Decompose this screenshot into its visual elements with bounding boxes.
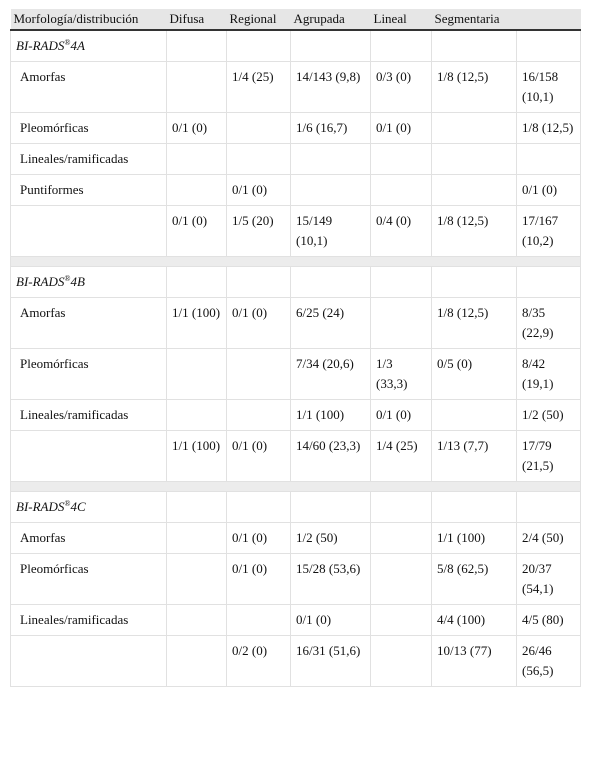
header-row xyxy=(11,9,581,30)
cell-segmental: 4/4 (100) xyxy=(432,605,517,636)
cell-regional xyxy=(227,113,291,144)
section-title-category: 4B xyxy=(70,274,85,289)
empty-cell xyxy=(291,492,371,523)
cell-total: 8/42 (19,1) xyxy=(517,349,581,400)
section-spacer xyxy=(11,482,581,492)
header-diffuse: Difusa xyxy=(167,9,227,30)
cell-segmental: 1/8 (12,5) xyxy=(432,62,517,113)
cell-diffuse xyxy=(167,144,227,175)
cell-linear xyxy=(371,144,432,175)
cell-morphology: Lineales/ramificadas xyxy=(11,400,167,431)
empty-cell xyxy=(517,30,581,62)
cell-regional: 0/2 (0) xyxy=(227,636,291,687)
empty-cell xyxy=(517,267,581,298)
cell-morphology: Pleomórficas xyxy=(11,113,167,144)
empty-cell xyxy=(227,492,291,523)
cell-total: 20/37 (54,1) xyxy=(517,554,581,605)
header-morphology: Morfología/distribución xyxy=(11,9,167,30)
header-linear: Lineal xyxy=(371,9,432,30)
results-table xyxy=(10,9,581,687)
cell-regional xyxy=(227,144,291,175)
cell-linear xyxy=(371,298,432,349)
cell-diffuse xyxy=(167,523,227,554)
cell-grouped: 1/2 (50) xyxy=(291,523,371,554)
cell-total: 4/5 (80) xyxy=(517,605,581,636)
section-title-category: 4C xyxy=(70,499,86,514)
empty-cell xyxy=(167,267,227,298)
empty-cell xyxy=(371,267,432,298)
table-row xyxy=(11,636,581,687)
cell-linear: 0/4 (0) xyxy=(371,206,432,257)
cell-linear xyxy=(371,554,432,605)
cell-diffuse: 0/1 (0) xyxy=(167,113,227,144)
cell-segmental xyxy=(432,400,517,431)
cell-segmental: 1/8 (12,5) xyxy=(432,206,517,257)
table-row xyxy=(11,523,581,554)
section-title xyxy=(11,30,167,62)
cell-grouped: 7/34 (20,6) xyxy=(291,349,371,400)
empty-cell xyxy=(432,492,517,523)
cell-linear: 0/1 (0) xyxy=(371,400,432,431)
cell-grouped: 1/1 (100) xyxy=(291,400,371,431)
table-row xyxy=(11,605,581,636)
empty-cell xyxy=(227,30,291,62)
table-row xyxy=(11,144,581,175)
table-row xyxy=(11,431,581,482)
cell-morphology: Lineales/ramificadas xyxy=(11,144,167,175)
registered-mark: ® xyxy=(64,274,71,283)
cell-total: 0/1 (0) xyxy=(517,175,581,206)
cell-linear: 1/3 (33,3) xyxy=(371,349,432,400)
cell-morphology: Pleomórficas xyxy=(11,349,167,400)
cell-linear: 1/4 (25) xyxy=(371,431,432,482)
cell-total: 16/158 (10,1) xyxy=(517,62,581,113)
cell-diffuse xyxy=(167,175,227,206)
cell-regional xyxy=(227,349,291,400)
section-title xyxy=(11,267,167,298)
empty-cell xyxy=(371,30,432,62)
table-row xyxy=(11,349,581,400)
header-total xyxy=(517,9,581,30)
cell-segmental xyxy=(432,144,517,175)
cell-linear: 0/1 (0) xyxy=(371,113,432,144)
cell-regional: 0/1 (0) xyxy=(227,431,291,482)
registered-mark: ® xyxy=(64,499,71,508)
cell-total: 2/4 (50) xyxy=(517,523,581,554)
cell-grouped: 14/143 (9,8) xyxy=(291,62,371,113)
section-title-main: BI-RADS xyxy=(16,499,65,514)
cell-regional: 0/1 (0) xyxy=(227,523,291,554)
table-row xyxy=(11,175,581,206)
cell-segmental xyxy=(432,175,517,206)
empty-cell xyxy=(432,267,517,298)
cell-grouped: 1/6 (16,7) xyxy=(291,113,371,144)
cell-segmental: 5/8 (62,5) xyxy=(432,554,517,605)
cell-segmental: 0/5 (0) xyxy=(432,349,517,400)
cell-diffuse: 0/1 (0) xyxy=(167,206,227,257)
cell-total: 1/8 (12,5) xyxy=(517,113,581,144)
cell-grouped: 15/149 (10,1) xyxy=(291,206,371,257)
cell-segmental: 10/13 (77) xyxy=(432,636,517,687)
table-row xyxy=(11,206,581,257)
cell-total: 1/2 (50) xyxy=(517,400,581,431)
section-header-row xyxy=(11,492,581,523)
cell-diffuse xyxy=(167,349,227,400)
section-title-main: BI-RADS xyxy=(16,38,65,53)
cell-total: 17/167 (10,2) xyxy=(517,206,581,257)
spacer-cell xyxy=(11,482,581,492)
cell-segmental: 1/8 (12,5) xyxy=(432,298,517,349)
section-spacer xyxy=(11,257,581,267)
cell-regional: 0/1 (0) xyxy=(227,175,291,206)
cell-morphology: Amorfas xyxy=(11,298,167,349)
cell-segmental: 1/1 (100) xyxy=(432,523,517,554)
cell-diffuse xyxy=(167,400,227,431)
cell-total: 17/79 (21,5) xyxy=(517,431,581,482)
cell-morphology: Amorfas xyxy=(11,62,167,113)
cell-linear xyxy=(371,636,432,687)
cell-regional: 1/4 (25) xyxy=(227,62,291,113)
cell-morphology: Lineales/ramificadas xyxy=(11,605,167,636)
cell-regional: 1/5 (20) xyxy=(227,206,291,257)
empty-cell xyxy=(167,492,227,523)
spacer-cell xyxy=(11,257,581,267)
empty-cell xyxy=(432,30,517,62)
registered-mark: ® xyxy=(64,38,71,47)
header-grouped: Agrupada xyxy=(291,9,371,30)
cell-diffuse xyxy=(167,62,227,113)
table-row xyxy=(11,554,581,605)
empty-cell xyxy=(371,492,432,523)
cell-grouped: 16/31 (51,6) xyxy=(291,636,371,687)
cell-regional xyxy=(227,605,291,636)
cell-linear: 0/3 (0) xyxy=(371,62,432,113)
cell-diffuse xyxy=(167,554,227,605)
cell-grouped: 0/1 (0) xyxy=(291,605,371,636)
section-header-row xyxy=(11,267,581,298)
cell-segmental: 1/13 (7,7) xyxy=(432,431,517,482)
cell-morphology xyxy=(11,636,167,687)
cell-diffuse xyxy=(167,636,227,687)
section-title-category: 4A xyxy=(70,38,85,53)
table-row xyxy=(11,298,581,349)
header-segmental: Segmentaria xyxy=(432,9,517,30)
cell-morphology: Pleomórficas xyxy=(11,554,167,605)
cell-regional: 0/1 (0) xyxy=(227,298,291,349)
empty-cell xyxy=(291,30,371,62)
cell-grouped: 14/60 (23,3) xyxy=(291,431,371,482)
cell-grouped xyxy=(291,175,371,206)
table-row xyxy=(11,400,581,431)
cell-grouped xyxy=(291,144,371,175)
cell-morphology xyxy=(11,431,167,482)
cell-total: 26/46 (56,5) xyxy=(517,636,581,687)
cell-diffuse: 1/1 (100) xyxy=(167,431,227,482)
cell-morphology: Puntiformes xyxy=(11,175,167,206)
section-header-row xyxy=(11,30,581,62)
cell-regional: 0/1 (0) xyxy=(227,554,291,605)
cell-segmental xyxy=(432,113,517,144)
cell-linear xyxy=(371,523,432,554)
cell-diffuse xyxy=(167,605,227,636)
empty-cell xyxy=(227,267,291,298)
header-regional: Regional xyxy=(227,9,291,30)
cell-morphology xyxy=(11,206,167,257)
cell-grouped: 6/25 (24) xyxy=(291,298,371,349)
table-body xyxy=(11,30,581,687)
cell-regional xyxy=(227,400,291,431)
section-title xyxy=(11,492,167,523)
table-row xyxy=(11,62,581,113)
table-row xyxy=(11,113,581,144)
cell-total xyxy=(517,144,581,175)
cell-total: 8/35 (22,9) xyxy=(517,298,581,349)
cell-linear xyxy=(371,175,432,206)
cell-linear xyxy=(371,605,432,636)
empty-cell xyxy=(291,267,371,298)
empty-cell xyxy=(517,492,581,523)
cell-diffuse: 1/1 (100) xyxy=(167,298,227,349)
cell-morphology: Amorfas xyxy=(11,523,167,554)
cell-grouped: 15/28 (53,6) xyxy=(291,554,371,605)
empty-cell xyxy=(167,30,227,62)
section-title-main: BI-RADS xyxy=(16,274,65,289)
